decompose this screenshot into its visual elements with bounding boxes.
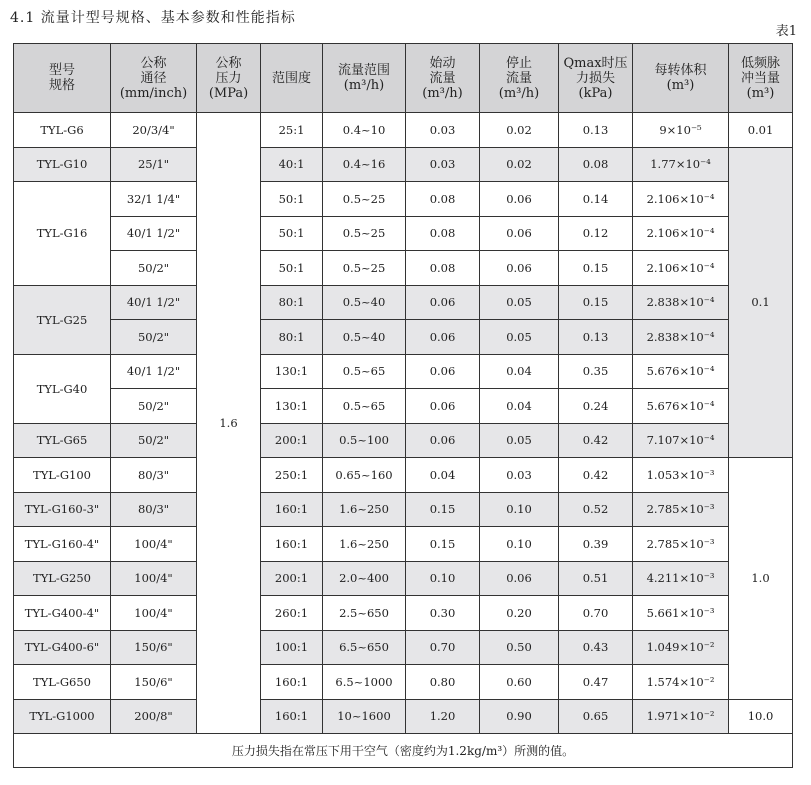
stop-cell: 0.06 <box>480 561 559 596</box>
vol-cell: 4.211×10⁻³ <box>633 561 729 596</box>
flow-cell: 0.5~65 <box>323 354 406 389</box>
vol-cell: 1.971×10⁻² <box>633 699 729 734</box>
vol-cell: 7.107×10⁻⁴ <box>633 423 729 458</box>
start-cell: 0.30 <box>406 596 480 631</box>
range-cell: 200:1 <box>261 561 323 596</box>
table-row <box>14 285 793 320</box>
flow-cell: 0.65~160 <box>323 458 406 493</box>
header-cell <box>14 44 111 113</box>
header-line: (m³) <box>666 78 695 93</box>
range-cell: 260:1 <box>261 596 323 631</box>
start-cell: 0.03 <box>406 147 480 182</box>
loss-cell: 0.15 <box>559 285 633 320</box>
nominal-pressure-cell: 1.6 <box>197 113 261 734</box>
header-line: 流量 <box>505 70 532 86</box>
nominal-diameter-cell: 40/1 1/2" <box>111 354 197 389</box>
model-cell: TYL-G16 <box>14 182 111 286</box>
header-line: 公称 <box>140 55 167 71</box>
header-line: 流量 <box>429 70 456 86</box>
loss-cell: 0.08 <box>559 147 633 182</box>
header-cell <box>323 44 406 113</box>
loss-cell: 0.35 <box>559 354 633 389</box>
vol-cell: 2.785×10⁻³ <box>633 527 729 562</box>
loss-cell: 0.12 <box>559 216 633 251</box>
table-row <box>14 113 793 148</box>
flow-cell: 2.5~650 <box>323 596 406 631</box>
range-cell: 130:1 <box>261 389 323 424</box>
loss-cell: 0.70 <box>559 596 633 631</box>
loss-cell: 0.43 <box>559 630 633 665</box>
nominal-diameter-cell: 100/4" <box>111 561 197 596</box>
range-cell: 40:1 <box>261 147 323 182</box>
flow-cell: 0.5~40 <box>323 285 406 320</box>
model-cell: TYL-G100 <box>14 458 111 493</box>
start-cell: 0.04 <box>406 458 480 493</box>
nominal-diameter-cell: 25/1" <box>111 147 197 182</box>
header-cell <box>633 44 729 113</box>
loss-cell: 0.14 <box>559 182 633 217</box>
flow-cell: 10~1600 <box>323 699 406 734</box>
stop-cell: 0.04 <box>480 354 559 389</box>
pulse-equivalent-cell: 1.0 <box>729 458 793 700</box>
header-cell <box>729 44 793 113</box>
vol-cell: 5.676×10⁻⁴ <box>633 354 729 389</box>
loss-cell: 0.42 <box>559 458 633 493</box>
header-line: (m³/h) <box>498 85 540 101</box>
table-row <box>14 216 793 251</box>
vol-cell: 9×10⁻⁵ <box>633 113 729 148</box>
vol-cell: 5.676×10⁻⁴ <box>633 389 729 424</box>
flow-cell: 6.5~1000 <box>323 665 406 700</box>
table-row <box>14 182 793 217</box>
stop-cell: 0.02 <box>480 147 559 182</box>
table-row <box>14 699 793 734</box>
header-line: (mm/inch) <box>119 85 188 101</box>
nominal-diameter-cell: 150/6" <box>111 665 197 700</box>
loss-cell: 0.13 <box>559 320 633 355</box>
loss-cell: 0.52 <box>559 492 633 527</box>
header-line: (MPa) <box>208 85 249 101</box>
range-cell: 130:1 <box>261 354 323 389</box>
stop-cell: 0.06 <box>480 216 559 251</box>
header-line: (m³/h) <box>422 85 463 101</box>
vol-cell: 1.77×10⁻⁴ <box>633 147 729 182</box>
start-cell: 0.15 <box>406 527 480 562</box>
start-cell: 0.06 <box>406 423 480 458</box>
flow-cell: 0.5~40 <box>323 320 406 355</box>
header-line: 型号 <box>48 63 75 78</box>
flow-cell: 0.4~10 <box>323 113 406 148</box>
header-line: 低频脉 <box>740 55 780 71</box>
start-cell: 0.08 <box>406 251 480 286</box>
start-cell: 0.06 <box>406 320 480 355</box>
flow-cell: 0.5~25 <box>323 251 406 286</box>
loss-cell: 0.51 <box>559 561 633 596</box>
flow-cell: 0.5~65 <box>323 389 406 424</box>
start-cell: 0.70 <box>406 630 480 665</box>
nominal-diameter-cell: 80/3" <box>111 458 197 493</box>
header-cell <box>197 44 261 113</box>
loss-cell: 0.15 <box>559 251 633 286</box>
table-row <box>14 389 793 424</box>
flow-cell: 6.5~650 <box>323 630 406 665</box>
header-cell <box>559 44 633 113</box>
nominal-diameter-cell: 20/3/4" <box>111 113 197 148</box>
header-line: 压力 <box>215 70 242 86</box>
stop-cell: 0.05 <box>480 320 559 355</box>
header-cell <box>406 44 480 113</box>
nominal-diameter-cell: 50/2" <box>111 320 197 355</box>
vol-cell: 1.049×10⁻² <box>633 630 729 665</box>
vol-cell: 1.574×10⁻² <box>633 665 729 700</box>
table-row <box>14 596 793 631</box>
vol-cell: 2.785×10⁻³ <box>633 492 729 527</box>
vol-cell: 2.106×10⁻⁴ <box>633 182 729 217</box>
header-line: (m³) <box>746 85 775 101</box>
range-cell: 25:1 <box>261 113 323 148</box>
header-cell <box>111 44 197 113</box>
stop-cell: 0.02 <box>480 113 559 148</box>
range-cell: 200:1 <box>261 423 323 458</box>
table-row <box>14 354 793 389</box>
nominal-diameter-cell: 200/8" <box>111 699 197 734</box>
range-cell: 160:1 <box>261 699 323 734</box>
header-line: 每转体积 <box>654 63 707 78</box>
loss-cell: 0.42 <box>559 423 633 458</box>
model-cell: TYL-G65 <box>14 423 111 458</box>
header-line: 公称 <box>215 55 242 71</box>
flow-cell: 0.5~25 <box>323 182 406 217</box>
table-row <box>14 458 793 493</box>
model-cell: TYL-G25 <box>14 285 111 354</box>
start-cell: 0.10 <box>406 561 480 596</box>
loss-cell: 0.47 <box>559 665 633 700</box>
start-cell: 0.03 <box>406 113 480 148</box>
header-line: 规格 <box>48 78 75 93</box>
table-row <box>14 630 793 665</box>
model-cell: TYL-G10 <box>14 147 111 182</box>
loss-cell: 0.39 <box>559 527 633 562</box>
stop-cell: 0.50 <box>480 630 559 665</box>
flow-cell: 0.5~100 <box>323 423 406 458</box>
stop-cell: 0.05 <box>480 423 559 458</box>
start-cell: 0.15 <box>406 492 480 527</box>
stop-cell: 0.03 <box>480 458 559 493</box>
flow-cell: 1.6~250 <box>323 492 406 527</box>
vol-cell: 2.106×10⁻⁴ <box>633 216 729 251</box>
table-row <box>14 527 793 562</box>
header-line: 通径 <box>140 70 167 86</box>
range-cell: 80:1 <box>261 320 323 355</box>
table-row <box>14 423 793 458</box>
start-cell: 0.06 <box>406 285 480 320</box>
header-cell <box>480 44 559 113</box>
start-cell: 0.08 <box>406 216 480 251</box>
range-cell: 50:1 <box>261 182 323 217</box>
header-line: 冲当量 <box>740 70 780 86</box>
stop-cell: 0.60 <box>480 665 559 700</box>
nominal-diameter-cell: 50/2" <box>111 251 197 286</box>
loss-cell: 0.13 <box>559 113 633 148</box>
header-line: (kPa) <box>578 85 613 101</box>
start-cell: 1.20 <box>406 699 480 734</box>
range-cell: 160:1 <box>261 527 323 562</box>
nominal-diameter-cell: 32/1 1/4" <box>111 182 197 217</box>
stop-cell: 0.20 <box>480 596 559 631</box>
nominal-diameter-cell: 100/4" <box>111 527 197 562</box>
header-line: 停止 <box>505 55 532 71</box>
stop-cell: 0.10 <box>480 527 559 562</box>
table-row <box>14 147 793 182</box>
model-cell: TYL-G160-4" <box>14 527 111 562</box>
stop-cell: 0.04 <box>480 389 559 424</box>
vol-cell: 2.838×10⁻⁴ <box>633 285 729 320</box>
range-cell: 160:1 <box>261 665 323 700</box>
range-cell: 250:1 <box>261 458 323 493</box>
header-line: 始动 <box>429 55 456 71</box>
stop-cell: 0.06 <box>480 182 559 217</box>
range-cell: 160:1 <box>261 492 323 527</box>
header-line: (m³/h) <box>343 78 385 93</box>
range-cell: 50:1 <box>261 216 323 251</box>
loss-cell: 0.65 <box>559 699 633 734</box>
vol-cell: 2.838×10⁻⁴ <box>633 320 729 355</box>
nominal-diameter-cell: 40/1 1/2" <box>111 216 197 251</box>
stop-cell: 0.10 <box>480 492 559 527</box>
header-cell <box>261 44 323 113</box>
range-cell: 80:1 <box>261 285 323 320</box>
footnote-row <box>14 734 793 768</box>
header-row <box>14 44 793 113</box>
vol-cell: 5.661×10⁻³ <box>633 596 729 631</box>
pulse-equivalent-cell: 0.01 <box>729 113 793 148</box>
nominal-diameter-cell: 40/1 1/2" <box>111 285 197 320</box>
stop-cell: 0.90 <box>480 699 559 734</box>
table-row <box>14 320 793 355</box>
vol-cell: 2.106×10⁻⁴ <box>633 251 729 286</box>
vol-cell: 1.053×10⁻³ <box>633 458 729 493</box>
flow-cell: 0.5~25 <box>323 216 406 251</box>
model-cell: TYL-G250 <box>14 561 111 596</box>
flow-cell: 1.6~250 <box>323 527 406 562</box>
model-cell: TYL-G6 <box>14 113 111 148</box>
range-cell: 100:1 <box>261 630 323 665</box>
table-row <box>14 665 793 700</box>
table-row <box>14 561 793 596</box>
model-cell: TYL-G40 <box>14 354 111 423</box>
nominal-diameter-cell: 50/2" <box>111 423 197 458</box>
header-line: 力损失 <box>575 70 615 86</box>
pulse-equivalent-cell: 10.0 <box>729 699 793 734</box>
start-cell: 0.80 <box>406 665 480 700</box>
nominal-diameter-cell: 80/3" <box>111 492 197 527</box>
header-line: 流量范围 <box>337 63 390 78</box>
model-cell: TYL-G650 <box>14 665 111 700</box>
range-cell: 50:1 <box>261 251 323 286</box>
model-cell: TYL-G1000 <box>14 699 111 734</box>
start-cell: 0.08 <box>406 182 480 217</box>
flow-cell: 2.0~400 <box>323 561 406 596</box>
flow-cell: 0.4~16 <box>323 147 406 182</box>
loss-cell: 0.24 <box>559 389 633 424</box>
nominal-diameter-cell: 50/2" <box>111 389 197 424</box>
pulse-equivalent-cell: 0.1 <box>729 147 793 458</box>
section-title: 4.1 流量计型号规格、基本参数和性能指标 <box>10 10 296 26</box>
stop-cell: 0.06 <box>480 251 559 286</box>
spec-table <box>13 43 793 768</box>
start-cell: 0.06 <box>406 389 480 424</box>
table-row <box>14 251 793 286</box>
header-line: 范围度 <box>271 70 311 86</box>
footnote: 压力损失指在常压下用干空气（密度约为1.2kg/m³）所测的值。 <box>14 734 793 768</box>
stop-cell: 0.05 <box>480 285 559 320</box>
nominal-diameter-cell: 150/6" <box>111 630 197 665</box>
model-cell: TYL-G160-3" <box>14 492 111 527</box>
header-line: Qmax时压 <box>563 55 628 71</box>
table-row <box>14 492 793 527</box>
model-cell: TYL-G400-4" <box>14 596 111 631</box>
start-cell: 0.06 <box>406 354 480 389</box>
model-cell: TYL-G400-6" <box>14 630 111 665</box>
table-number: 表1 <box>775 24 797 39</box>
nominal-diameter-cell: 100/4" <box>111 596 197 631</box>
